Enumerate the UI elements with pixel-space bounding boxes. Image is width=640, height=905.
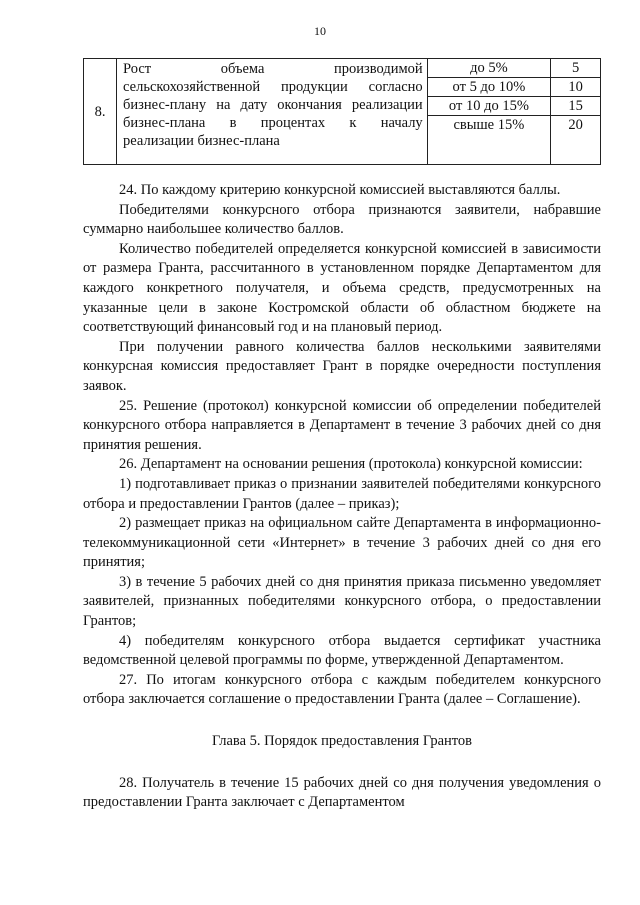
score-cell: 10 (551, 78, 601, 97)
paragraph-28: 28. Получатель в течение 15 рабочих дней со дня получения уведомления о предоставлении Гранта заключает с Департаментом (83, 774, 601, 811)
chapter-title: Глава 5. Порядок предоставления Грантов (211, 733, 473, 750)
row-number: 8. (84, 59, 117, 165)
range-cell: до 5% (427, 59, 550, 78)
range-cell: свыше 15% (427, 116, 550, 165)
criterion-description (117, 59, 428, 165)
list-item-2: 2) размещает приказ на официальном сайте Департамента в информационно-телекоммуникационной сети «Интернет» в течение 3 рабочих дней со дня его принятия; (83, 515, 601, 571)
score-cell: 15 (551, 97, 601, 116)
paragraph-equal-scores: При получении равного количества баллов несколькими заявителями конкурсная комиссия предоставляет Грант в порядке очередности поступления заявок. (83, 338, 601, 394)
paragraph-winners-count: Количество победителей определяется конкурсной комиссией в зависимости от размера Гранта, рассчитанного в установленном порядке Департаментом для каждого конкретного получателя, и объема средств, предусмотренных на указанные цели в законе Костромской области об областном бюджете на соответствующий финансовый год и на плановый период. (83, 240, 601, 336)
description-line: реализации бизнес-плана (123, 133, 280, 149)
description-line: Рост объема производимой (123, 61, 423, 77)
list-item-4: 4) победителям конкурсного отбора выдается сертификат участника ведомственной целевой программы по форме, утвержденной Департаментом. (83, 632, 601, 669)
score-cell: 20 (551, 116, 601, 165)
paragraph-26: 26. Департамент на основании решения (протокола) конкурсной комиссии: (119, 456, 583, 473)
paragraph-27: 27. По итогам конкурсного отбора с каждым победителем конкурсного отбора заключается соглашение о предоставлении Гранта (далее – Соглашение). (83, 671, 601, 708)
page-number: 10 (314, 24, 326, 38)
paragraph-24: 24. По каждому критерию конкурсной комиссией выставляются баллы. (119, 182, 561, 198)
description-line: бизнес-плану на дату окончания реализации (123, 97, 423, 113)
table-row (84, 59, 601, 78)
paragraph-25: 25. Решение (протокол) конкурсной комиссии об определении победителей конкурсного отбора направляется в Департамент в течение 3 рабочих дней со дня принятия решения. (83, 397, 601, 453)
list-item-3: 3) в течение 5 рабочих дней со дня принятия приказа письменно уведомляет заявителей, признанных победителями конкурсного отбора, о предоставлении Грантов; (83, 573, 601, 630)
body-text (83, 181, 601, 813)
score-cell: 5 (551, 59, 601, 78)
paragraph-winners: Победителями конкурсного отбора признаются заявители, набравшие суммарно наибольшее количество баллов. (83, 201, 601, 238)
description-line: сельскохозяйственной продукции согласно (123, 79, 423, 95)
list-item-1: 1) подготавливает приказ о признании заявителей победителями конкурсного отбора и предоставлении Грантов (далее – приказ); (83, 475, 601, 512)
description-line: бизнес-плана в процентах к началу (123, 115, 423, 131)
range-cell: от 10 до 15% (427, 97, 550, 116)
criteria-table (83, 58, 601, 165)
range-cell: от 5 до 10% (427, 78, 550, 97)
